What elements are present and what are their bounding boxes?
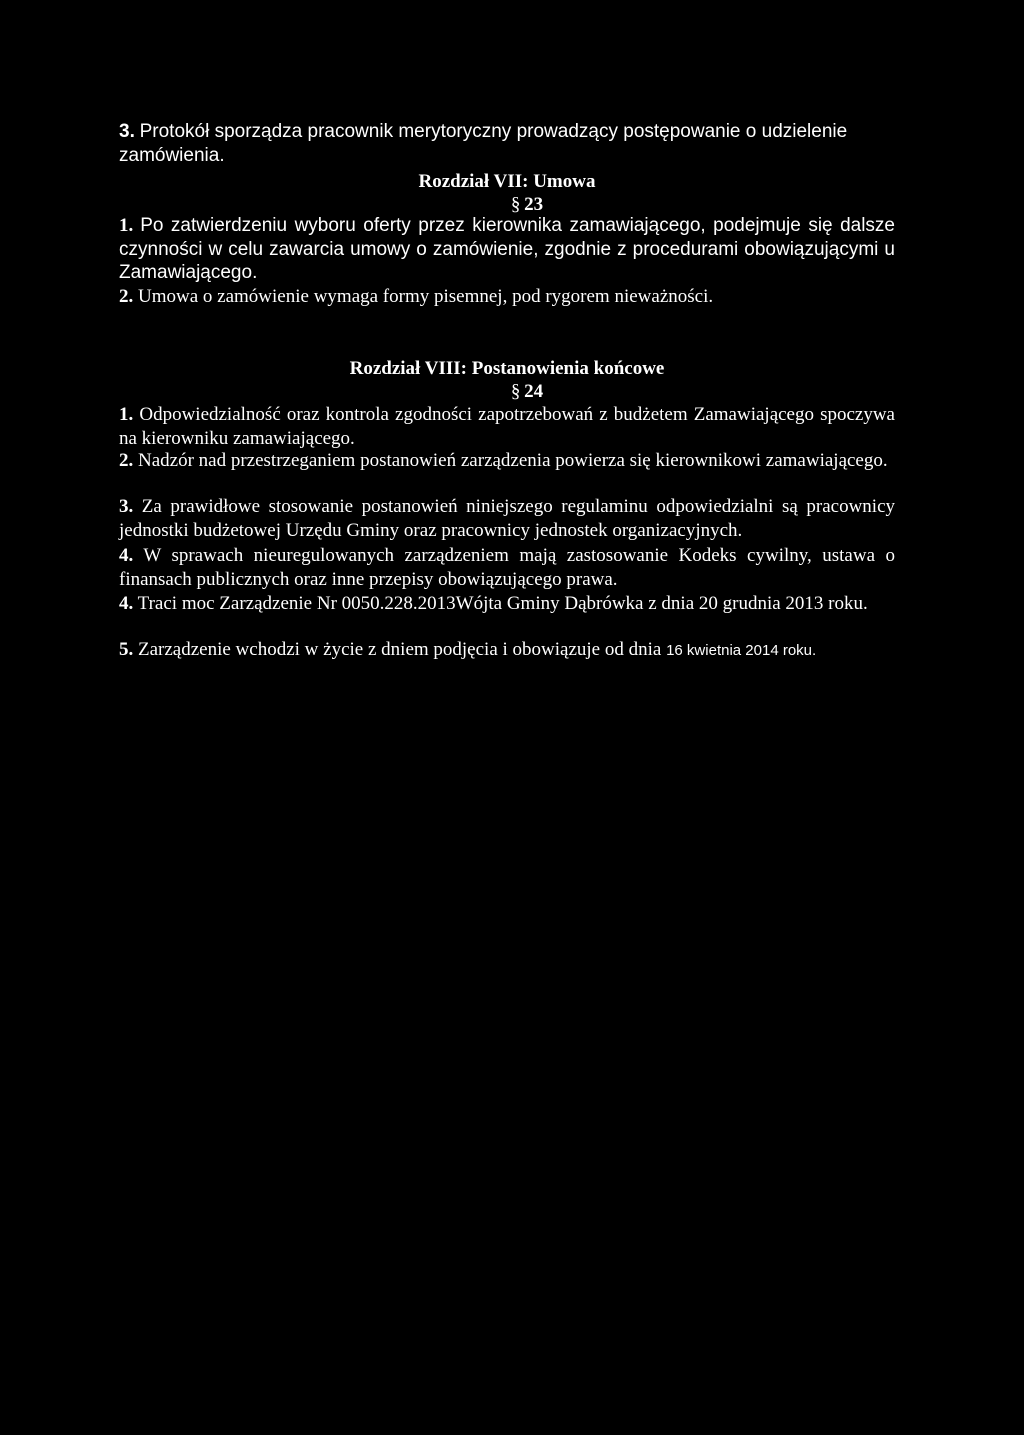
section-number: 23 bbox=[524, 194, 544, 215]
paragraph-text: Umowa o zamówienie wymaga formy pisemnej, pod rygorem nieważności. bbox=[138, 286, 714, 307]
paragraph-24-4b bbox=[119, 592, 895, 616]
paragraph-protocol bbox=[119, 120, 895, 167]
paragraph-number: 4. bbox=[119, 545, 134, 566]
paragraph-text: Nadzór nad przestrzeganiem postanowień zarządzenia powierza się kierownikowi zamawiającego. bbox=[138, 450, 888, 471]
paragraph-text: Zarządzenie wchodzi w życie z dniem podjęcia i obowiązuje od dnia bbox=[138, 639, 662, 660]
paragraph-text: Protokół sporządza pracownik merytoryczny prowadzący postępowanie o udzielenie zamówienia. bbox=[119, 121, 848, 166]
paragraph-text: Odpowiedzialność oraz kontrola zgodności zapotrzebowań z budżetem Zamawiającego spoczywa na kierowniku zamawiającego. bbox=[119, 404, 895, 449]
effective-date: 16 kwietnia 2014 roku. bbox=[666, 642, 817, 659]
paragraph-number: 4. bbox=[119, 593, 134, 614]
paragraph-number: 2. bbox=[119, 450, 134, 471]
paragraph-23-1 bbox=[119, 214, 895, 285]
paragraph-number: 1. bbox=[119, 215, 134, 236]
paragraph-text: Po zatwierdzeniu wyboru oferty przez kierownika zamawiającego, podejmuje się dalsze czynności w celu zawarcia umowy o zamówienie, zgodnie z procedurami obowiązującymi u Zamawiającego. bbox=[119, 215, 896, 283]
paragraph-24-2 bbox=[119, 449, 895, 473]
paragraph-text: Za prawidłowe stosowanie postanowień niniejszego regulaminu odpowiedzialni są pracownicy jednostki budżetowej Urzędu Gminy oraz pracownicy jednostek organizacyjnych. bbox=[119, 496, 895, 541]
paragraph-23-2 bbox=[119, 285, 895, 309]
paragraph-number: 5. bbox=[119, 639, 134, 660]
section-23-heading bbox=[119, 193, 895, 217]
paragraph-number: 2. bbox=[119, 286, 134, 307]
paragraph-text: Traci moc Zarządzenie Nr 0050.228.2013Wójta Gminy Dąbrówka z dnia 20 grudnia 2013 roku. bbox=[137, 593, 868, 614]
chapter-8-heading: Rozdział VIII: Postanowienia końcowe bbox=[349, 358, 665, 379]
paragraph-24-3 bbox=[119, 495, 895, 542]
paragraph-24-4 bbox=[119, 544, 895, 591]
chapter-7-heading: Rozdział VII: Umowa bbox=[418, 171, 596, 192]
section-24-heading bbox=[119, 380, 895, 404]
paragraph-number: 3. bbox=[119, 496, 134, 517]
section-sign: § bbox=[510, 194, 521, 215]
section-number: 24 bbox=[524, 381, 544, 402]
paragraph-24-5 bbox=[119, 638, 919, 663]
paragraph-number: 3. bbox=[119, 121, 135, 142]
paragraph-24-1 bbox=[119, 403, 895, 450]
section-sign: § bbox=[510, 381, 521, 402]
paragraph-number: 1. bbox=[119, 404, 134, 425]
paragraph-text: W sprawach nieuregulowanych zarządzeniem mają zastosowanie Kodeks cywilny, ustawa o finansach publicznych oraz inne przepisy obowiązującego prawa. bbox=[119, 545, 895, 590]
